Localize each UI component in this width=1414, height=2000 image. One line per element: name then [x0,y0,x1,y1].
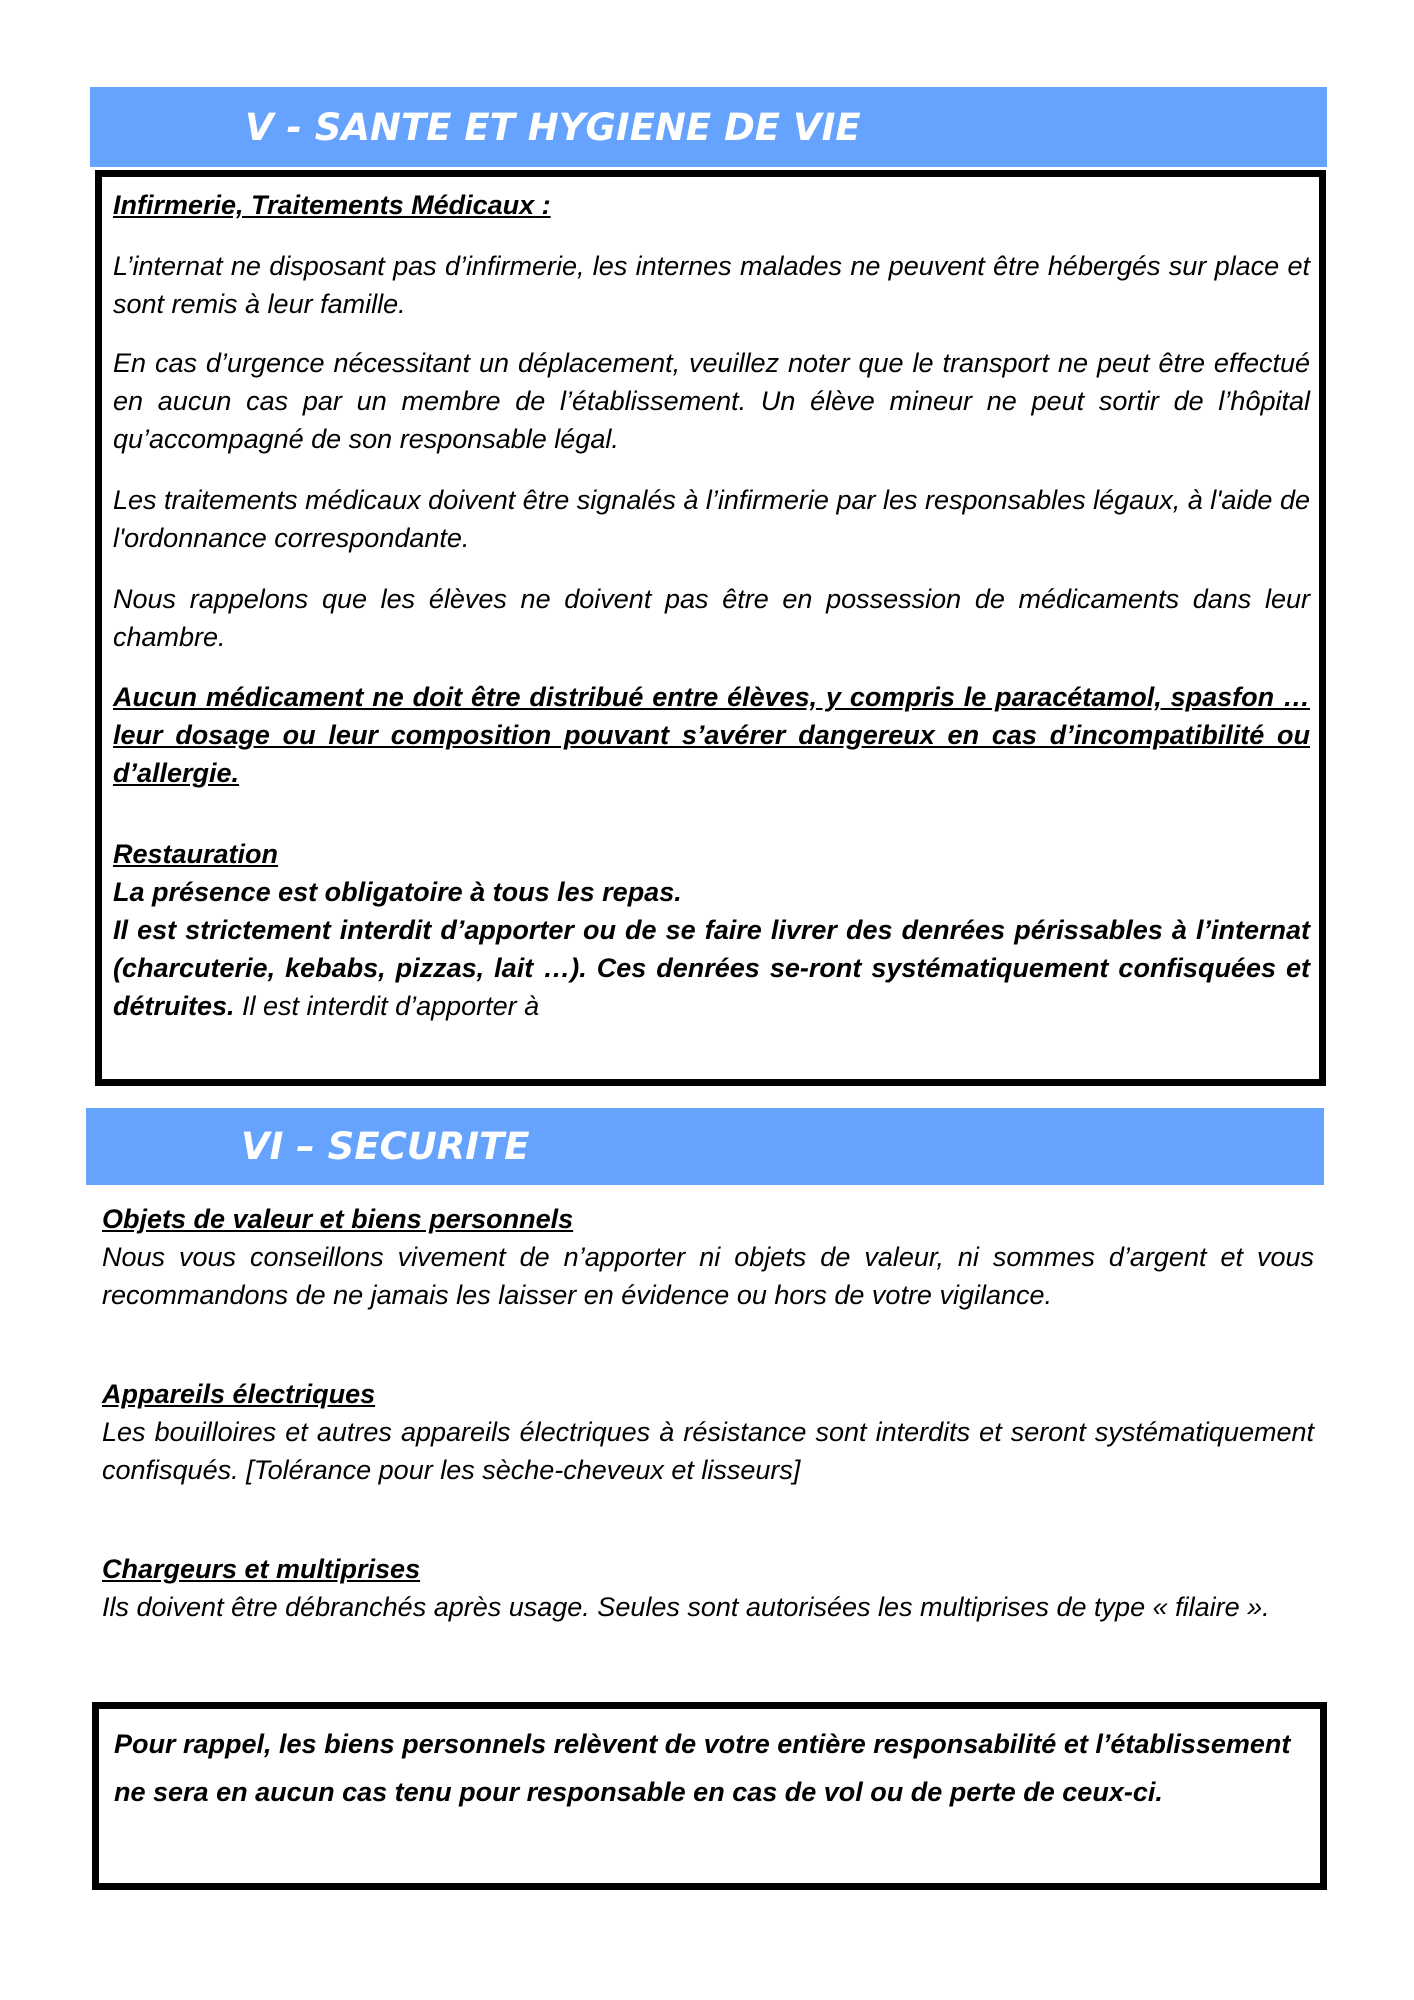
restauration-line-2 [113,911,1310,1025]
infirmerie-heading [113,186,551,224]
restauration-line-1: La présence est obligatoire à tous les repas. [113,877,682,907]
appareils-heading: Appareils électriques [102,1379,376,1409]
rappel-text: Pour rappel, les biens personnels relèvent de votre entière responsabilité et l’établissement ne sera en aucun cas tenu pour responsable en cas de vol ou de perte de ceux-ci. [114,1729,1291,1807]
section-vi-title: VI – SECURITE [241,1125,530,1168]
section-vi-banner [86,1108,1324,1185]
section-v-title: V - SANTE ET HYGIENE DE VIE [245,105,861,149]
appareils-text: Les bouilloires et autres appareils électriques à résistance sont interdits et seront systématiquement confisqués. [Tolérance pour les sèche-cheveux et lisseurs] [102,1417,1314,1485]
objets-text: Nous vous conseillons vivement de n’apporter ni objets de valeur, ni sommes d’argent et vous recommandons de ne jamais les laisser en évidence ou hors de votre vigilance. [102,1242,1314,1310]
infirmerie-heading-text: Infirmerie, Traitements Médicaux [113,190,535,220]
infirmerie-paragraph-2: En cas d’urgence nécessitant un déplacement, veuillez noter que le transport ne peut être effectué en aucun cas par un membre de l’établissement. Un élève mineur ne peut sortir de l’hôpital qu’accompagné de son responsable légal. [113,348,1310,454]
objets-heading: Objets de valeur et biens personnels [102,1204,574,1234]
infirmerie-paragraph-3: Les traitements médicaux doivent être signalés à l’infirmerie par les responsables légaux, à l'aide de l'ordonnance correspondante. [113,485,1310,553]
restauration-line-2-bold: Il est strictement interdit d’apporter ou de se faire livrer des denrées périssables à l’internat (charcuterie, kebabs, pizzas, lait …). Ces denrées se-ront systématiquement confisquées et détruites. [113,915,1310,1021]
restauration-line-2-rest: Il est interdit d’apporter à [234,991,540,1021]
restauration-heading: Restauration [113,839,279,869]
chargeurs-heading: Chargeurs et multiprises [102,1554,421,1584]
infirmerie-paragraph-4: Nous rappelons que les élèves ne doivent pas être en possession de médicaments dans leur chambre. [113,584,1310,652]
section-v-banner [90,87,1327,167]
chargeurs-text: Ils doivent être débranchés après usage. Seules sont autorisées les multiprises de type « filaire ». [102,1592,1270,1622]
infirmerie-paragraph-1: L’internat ne disposant pas d’infirmerie, les internes malades ne peuvent être hébergés sur place et sont remis à leur famille. [113,251,1310,319]
infirmerie-warning: Aucun médicament ne doit être distribué entre élèves, y compris le paracétamol, spasfon … leur dosage ou leur composition pouvant s’avérer dangereux en cas d’incompatibilité ou d’allergie. [113,682,1310,788]
infirmerie-heading-colon: : [534,190,551,220]
